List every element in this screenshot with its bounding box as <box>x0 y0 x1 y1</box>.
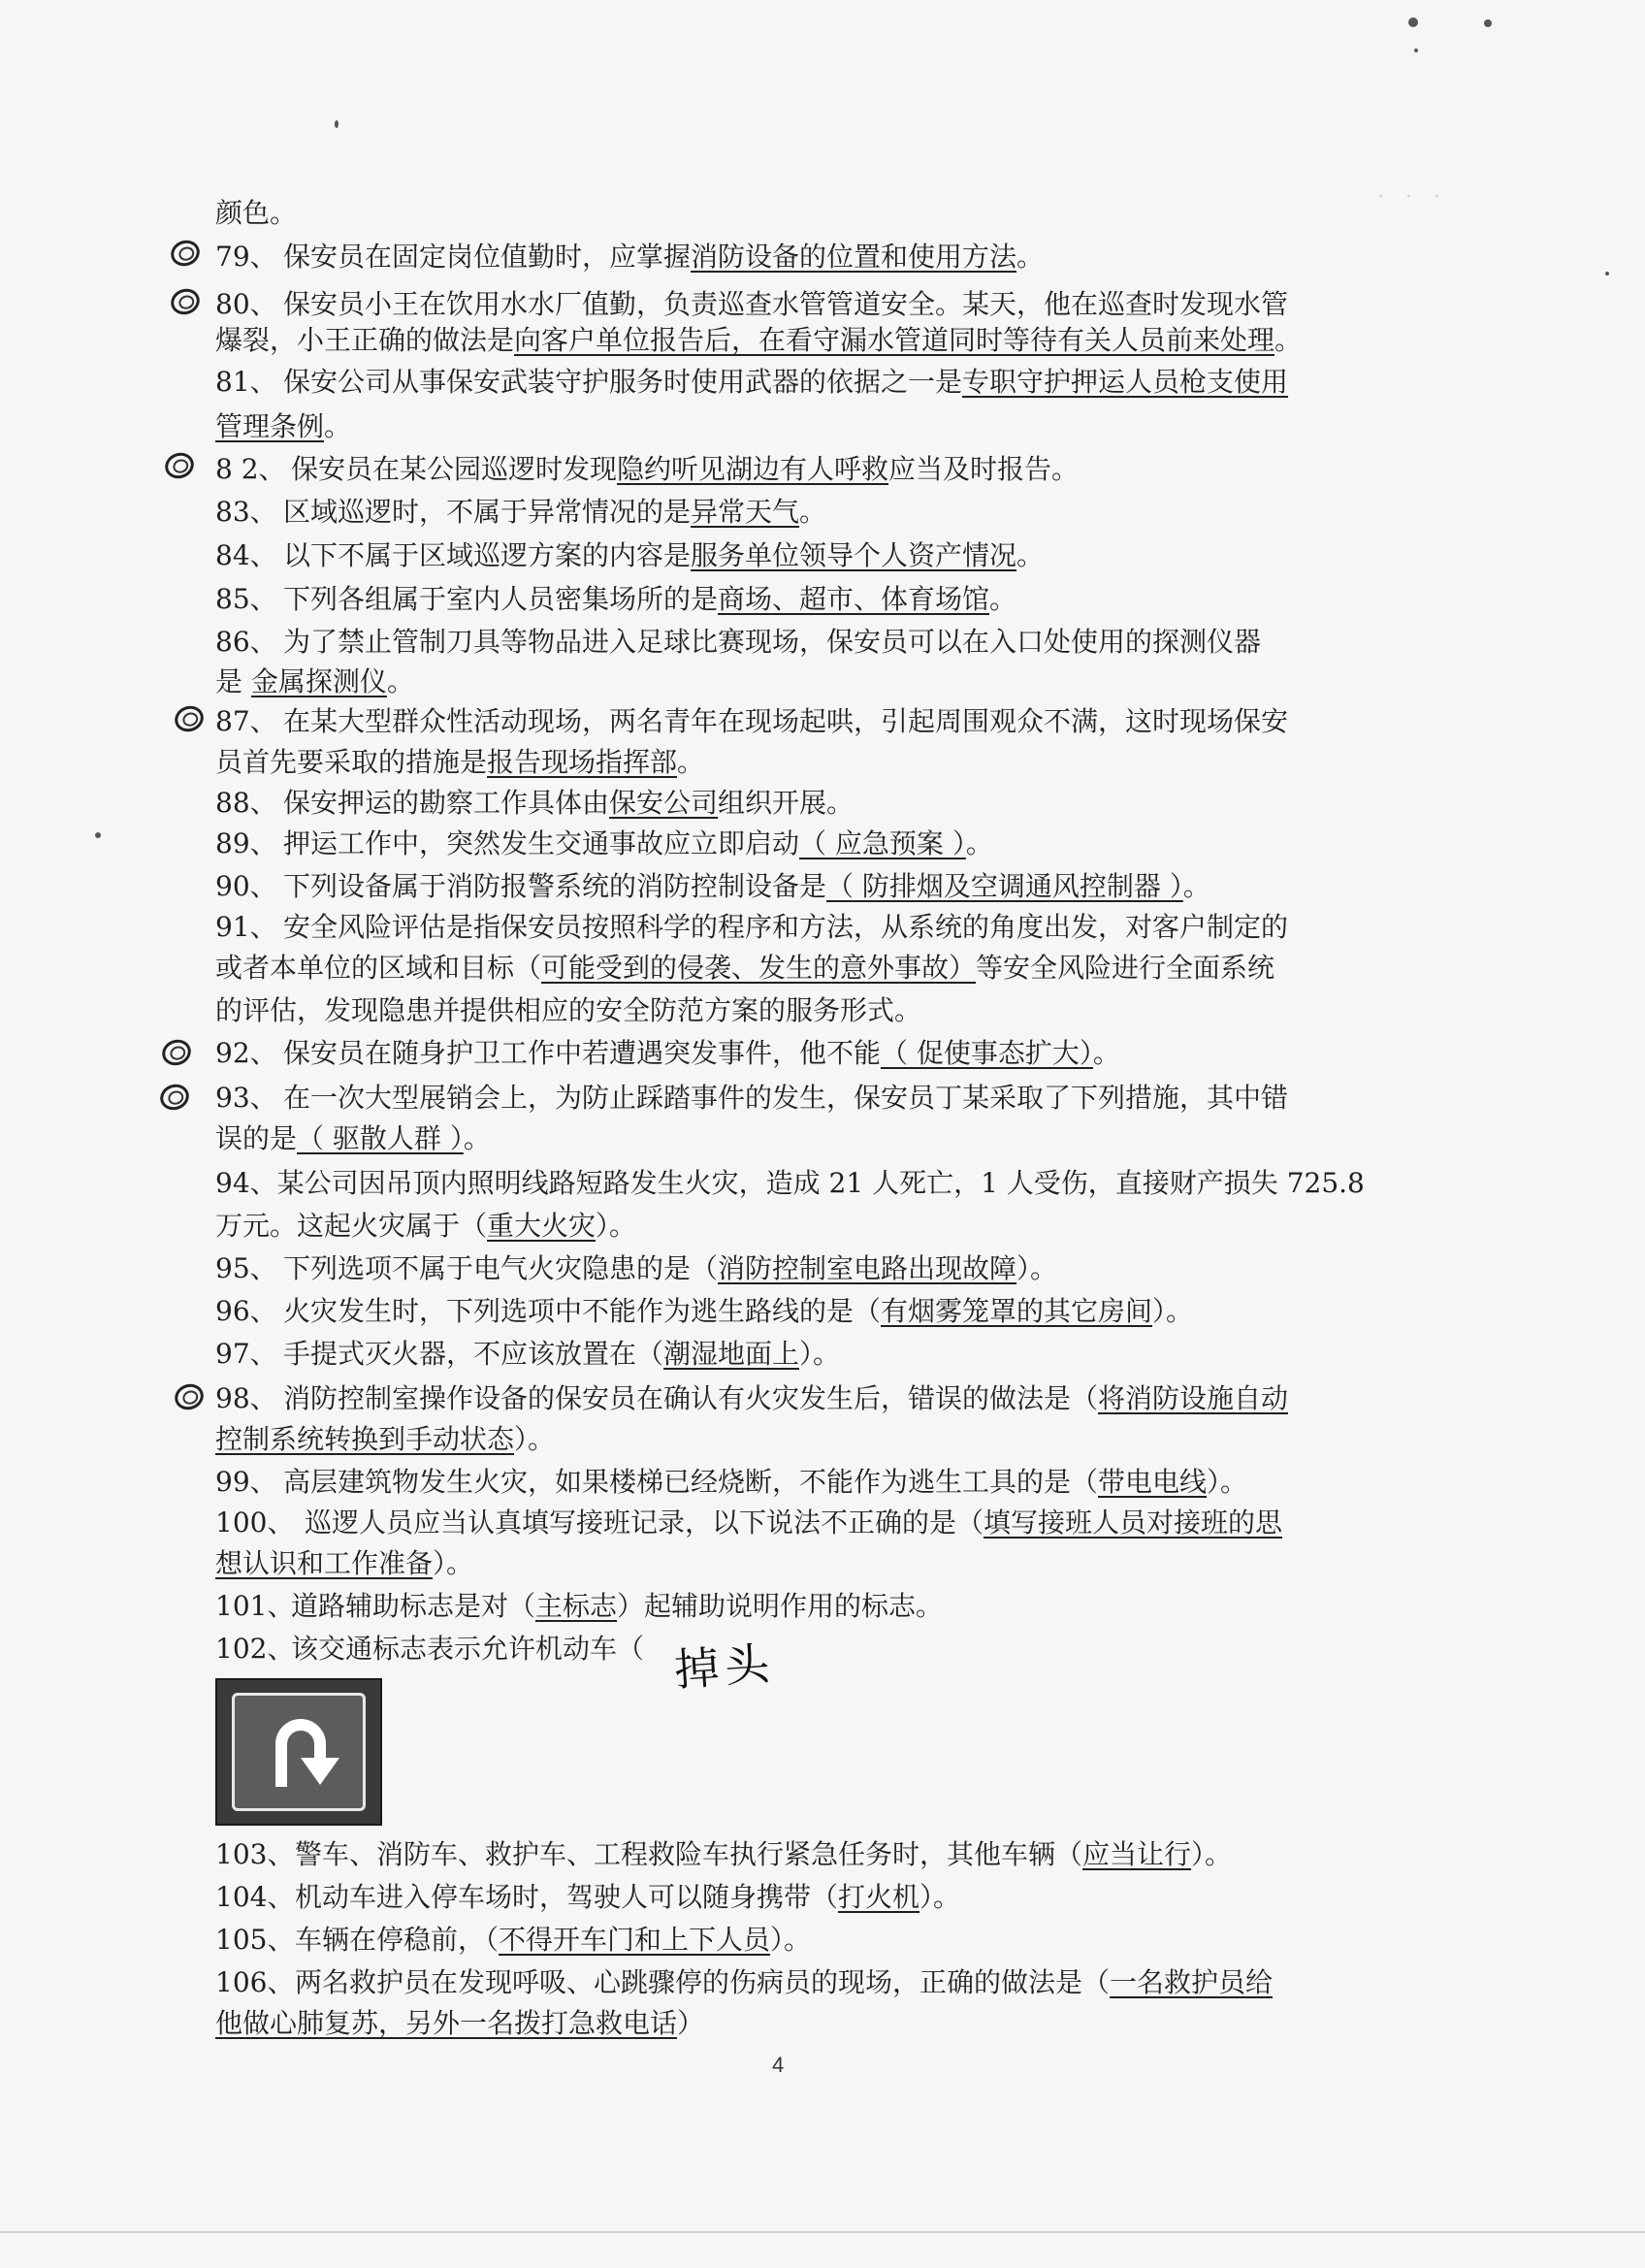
question-number: 103、 <box>215 1838 295 1870</box>
question-text: ） <box>677 2007 705 2039</box>
question-item <box>0 1461 1645 1504</box>
question-text: ）。 <box>919 1881 961 1913</box>
question-item <box>0 947 1645 989</box>
answer: 保安公司 <box>609 787 719 819</box>
question-text: 保安员小王在饮用水水厂值勤，负责巡查水管管道安全。某天，他在巡查时发现水管 <box>283 288 1289 320</box>
answer: 管理条例 <box>215 410 325 442</box>
question-item <box>0 192 1645 235</box>
question-number: 105、 <box>215 1924 295 1956</box>
question-text: 。 <box>324 410 352 442</box>
question-text: 。 <box>965 827 993 859</box>
question-item <box>0 1118 1645 1160</box>
question-text: 车辆在停稳前，（ <box>295 1924 500 1956</box>
answer: 报告现场指挥部 <box>487 746 678 778</box>
question-number: 81、 <box>215 366 277 398</box>
question-item <box>0 1418 1645 1461</box>
question-item <box>0 1961 1645 2004</box>
answer: （ 防排烟及空调通风控制器 ） <box>826 870 1183 902</box>
answer: 向客户单位报告后，在看守漏水管道同时等待有关人员前来处理 <box>514 324 1275 356</box>
question-text: 。 <box>1016 539 1045 571</box>
question-text: 道路辅助标志是对（ <box>291 1590 536 1622</box>
question-text: 颜色。 <box>215 197 298 229</box>
answer: （ 促使事态扩大） <box>881 1037 1093 1069</box>
question-text: 。 <box>799 496 827 528</box>
answer: 控制系统转换到手动状态 <box>215 1423 515 1455</box>
handwritten-answer: 掉头 <box>672 1636 777 1697</box>
question-text: 巡逻人员应当认真填写接班记录，以下说法不正确的是（ <box>305 1507 984 1539</box>
question-text: 消防控制室操作设备的保安员在确认有火灾发生后，错误的做法是（ <box>283 1382 1099 1414</box>
answer: 异常天气 <box>691 496 800 528</box>
question-text: 该交通标志表示允许机动车（ <box>291 1633 645 1665</box>
question-text: 保安员在某公园巡逻时发现 <box>291 453 618 485</box>
question-text: 下列各组属于室内人员密集场所的是 <box>283 583 719 615</box>
question-number: 101、 <box>215 1590 295 1622</box>
question-number: 8 2、 <box>215 453 286 485</box>
question-item <box>0 1333 1645 1376</box>
question-item <box>0 1833 1645 1876</box>
page-number: 4 <box>772 2053 785 2077</box>
answer: 隐约听见湖边有人呼救 <box>617 453 889 485</box>
question-text: 爆裂，小王正确的做法是 <box>215 324 515 356</box>
question-item <box>0 491 1645 534</box>
answer: 将消防设施自动 <box>1098 1382 1289 1414</box>
question-text: ）。 <box>799 1338 841 1370</box>
question-item <box>0 1077 1645 1119</box>
answer: 想认识和工作准备 <box>215 1547 434 1579</box>
question-number: 87、 <box>215 705 277 737</box>
question-text: 保安员在随身护卫工作中若遭遇突发事件，他不能 <box>283 1037 882 1069</box>
question-text: 是 <box>215 665 243 697</box>
question-text: 下列选项不属于电气火灾隐患的是（ <box>283 1252 719 1284</box>
answer: 一名救护员给 <box>1110 1966 1274 1998</box>
question-text: 的评估，发现隐患并提供相应的安全防范方案的服务形式。 <box>215 994 922 1026</box>
answer: 他做心肺复苏，另外一名拨打急救电话 <box>215 2007 678 2039</box>
question-number: 84、 <box>215 539 277 571</box>
question-text: 为了禁止管制刀具等物品进入足球比赛现场，保安员可以在入口处使用的探测仪器 <box>283 626 1262 658</box>
answer: 有烟雾笼罩的其它房间 <box>881 1295 1153 1327</box>
answer: 应当让行 <box>1082 1838 1192 1870</box>
question-item <box>0 1247 1645 1290</box>
question-number: 85、 <box>215 583 277 615</box>
question-text: ）。 <box>1191 1838 1233 1870</box>
question-number: 91、 <box>215 911 277 943</box>
question-item <box>0 1162 1645 1205</box>
question-item <box>0 319 1645 362</box>
question-number: 96、 <box>215 1295 277 1327</box>
question-item <box>0 361 1645 404</box>
question-item <box>0 823 1645 865</box>
question-text: 两名救护员在发现呼吸、心跳骤停的伤病员的现场，正确的做法是（ <box>295 1966 1111 1998</box>
question-text: 。 <box>1016 241 1045 273</box>
question-item <box>0 236 1645 278</box>
question-item <box>0 1876 1645 1919</box>
question-item <box>0 1377 1645 1420</box>
question-text: 。 <box>386 665 414 697</box>
u-turn-sign-image <box>215 1678 382 1826</box>
answer: 填写接班人员对接班的思 <box>984 1507 1283 1539</box>
question-number: 86、 <box>215 626 277 658</box>
question-text <box>215 1162 1365 1205</box>
question-item <box>0 741 1645 784</box>
question-item <box>0 661 1645 703</box>
answer: 带电电线 <box>1098 1466 1208 1498</box>
scan-edge <box>0 2231 1645 2233</box>
scan-speck <box>335 120 339 128</box>
question-number: 102、 <box>215 1633 295 1665</box>
question-item <box>0 1205 1645 1247</box>
question-number: 90、 <box>215 870 277 902</box>
question-text: 区域巡逻时，不属于异常情况的是 <box>283 496 692 528</box>
answer: 不得开车门和上下人员 <box>499 1924 771 1956</box>
question-text: 火灾发生时，下列选项中不能作为逃生路线的是（ <box>283 1295 882 1327</box>
question-text: ）。 <box>433 1547 474 1579</box>
question-text: 押运工作中，突然发生交通事故应立即启动 <box>283 827 800 859</box>
question-number: 100、 <box>215 1507 295 1539</box>
question-text: 在某大型群众性活动现场，两名青年在现场起哄，引起周围观众不满，这时现场保安 <box>283 705 1289 737</box>
bleed-through-text: · · · <box>1377 185 1440 210</box>
question-text: 保安员在固定岗位值勤时，应掌握 <box>283 241 692 273</box>
question-text: 手提式灭火器，不应该放置在（ <box>283 1338 664 1370</box>
question-item <box>0 1585 1645 1628</box>
answer: 打火机 <box>838 1881 920 1913</box>
question-item <box>0 906 1645 949</box>
question-text: 或者本单位的区域和目标（ <box>215 952 542 984</box>
question-text: 警车、消防车、救护车、工程救险车执行紧急任务时，其他车辆（ <box>295 1838 1083 1870</box>
question-item <box>0 1290 1645 1333</box>
question-item <box>0 578 1645 621</box>
question-item <box>0 782 1645 825</box>
question-text: 高层建筑物发生火灾，如果楼梯已经烧断，不能作为逃生工具的是（ <box>283 1466 1099 1498</box>
question-text: 等安全风险进行全面系统 <box>976 952 1275 984</box>
question-text: 。 <box>1092 1037 1120 1069</box>
question-item <box>0 621 1645 664</box>
question-item <box>0 535 1645 577</box>
question-text: 。 <box>1182 870 1210 902</box>
answer: 商场、超市、体育场馆 <box>718 583 990 615</box>
question-text: 组织开展。 <box>718 787 855 819</box>
question-item <box>0 989 1645 1032</box>
question-item <box>0 865 1645 908</box>
question-number: 80、 <box>215 288 277 320</box>
question-text: 在一次大型展销会上，为防止踩踏事件的发生，保安员丁某采取了下列措施，其中错 <box>283 1082 1289 1114</box>
question-item <box>0 700 1645 743</box>
question-text: 安全风险评估是指保安员按照科学的程序和方法，从系统的角度出发，对客户制定的 <box>283 911 1289 943</box>
question-text: ）起辅助说明作用的标志。 <box>617 1590 944 1622</box>
question-text: 某公司因吊顶内照明线路短路发生火灾，造成 21 人死亡，1 人受伤，直接财产损失 725.8 <box>276 1167 1365 1199</box>
question-text: 误的是 <box>215 1122 298 1154</box>
question-text: ）。 <box>1152 1295 1194 1327</box>
question-text: 员首先要采取的措施是 <box>215 746 488 778</box>
question-text: ）。 <box>514 1423 556 1455</box>
question-item <box>0 1502 1645 1544</box>
question-item <box>0 2002 1645 2045</box>
answer: 金属探测仪 <box>250 665 387 697</box>
question-text: 下列设备属于消防报警系统的消防控制设备是 <box>283 870 827 902</box>
question-number: 98、 <box>215 1382 277 1414</box>
question-item <box>0 448 1645 491</box>
answer: 消防设备的位置和使用方法 <box>691 241 1017 273</box>
answer: 消防控制室电路出现故障 <box>718 1252 1017 1284</box>
question-number: 79、 <box>215 241 277 273</box>
question-number: 92、 <box>215 1037 277 1069</box>
question-text: ）。 <box>596 1210 637 1242</box>
question-text: ）。 <box>770 1924 812 1956</box>
question-text: 。 <box>463 1122 491 1154</box>
question-text: 保安押运的勘察工作具体由 <box>283 787 610 819</box>
question-text: ）。 <box>1016 1252 1058 1284</box>
question-item <box>0 1628 1645 1670</box>
question-number: 97、 <box>215 1338 277 1370</box>
answer: 可能受到的侵袭、发生的意外事故） <box>541 952 977 984</box>
question-text: 万元。这起火灾属于（ <box>215 1210 488 1242</box>
question-number: 106、 <box>215 1966 295 1998</box>
question-number: 95、 <box>215 1252 277 1284</box>
question-item <box>0 405 1645 448</box>
u-turn-icon <box>232 1693 366 1811</box>
scan-speck <box>1484 19 1492 27</box>
scan-speck <box>1408 17 1418 27</box>
answer: 主标志 <box>535 1590 618 1622</box>
question-text: 。 <box>989 583 1017 615</box>
question-item <box>0 1919 1645 1961</box>
question-text: 应当及时报告。 <box>888 453 1080 485</box>
answer: 专职守护押运人员枪支使用 <box>962 366 1289 398</box>
question-number: 88、 <box>215 787 277 819</box>
question-number: 104、 <box>215 1881 295 1913</box>
question-text: 。 <box>1274 324 1303 356</box>
question-text: 。 <box>677 746 705 778</box>
answer: 服务单位领导个人资产情况 <box>691 539 1017 571</box>
question-text: 保安公司从事保安武装守护服务时使用武器的依据之一是 <box>283 366 963 398</box>
answer: （ 应急预案 ） <box>799 827 966 859</box>
question-number: 93、 <box>215 1082 277 1114</box>
answer: 重大火灾 <box>487 1210 597 1242</box>
question-item <box>0 1542 1645 1585</box>
question-number: 89、 <box>215 827 277 859</box>
question-text: 机动车进入停车场时，驾驶人可以随身携带（ <box>295 1881 839 1913</box>
scan-speck <box>1414 49 1418 52</box>
question-number: 83、 <box>215 496 277 528</box>
question-item <box>0 1032 1645 1075</box>
question-number: 99、 <box>215 1466 277 1498</box>
question-number: 94、 <box>215 1167 277 1199</box>
question-text: ）。 <box>1207 1466 1248 1498</box>
answer: （ 驱散人群 ） <box>297 1122 464 1154</box>
question-text: 以下不属于区域巡逻方案的内容是 <box>283 539 692 571</box>
answer: 潮湿地面上 <box>663 1338 800 1370</box>
